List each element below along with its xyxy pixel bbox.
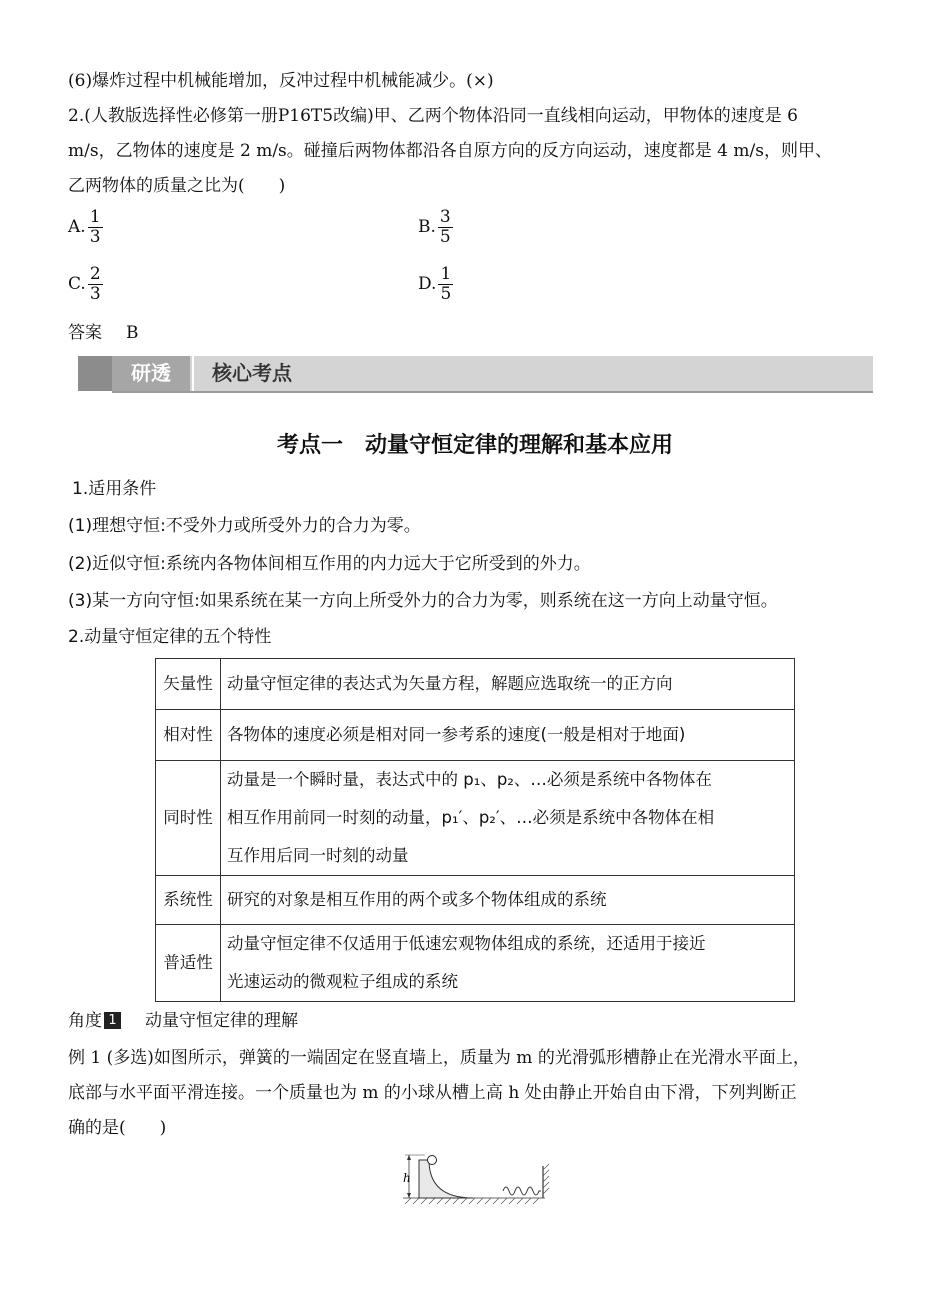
option-b [418, 208, 453, 247]
condition-1: (1)理想守恒:不受外力或所受外力的合力为零。 [68, 516, 421, 536]
feature-desc-line: 研究的对象是相互作用的两个或多个物体组成的系统 [227, 890, 607, 909]
table-row [156, 710, 795, 761]
section-banner [78, 354, 873, 394]
feature-desc [221, 925, 795, 1002]
height-label: h [403, 1171, 411, 1185]
angle-prefix: 角度 [68, 1011, 102, 1031]
option-c-label: C. [68, 274, 86, 294]
option-c-denominator: 3 [89, 284, 101, 304]
feature-desc-line: 动量守恒定律不仅适用于低速宏观物体组成的系统，还适用于接近 [227, 934, 706, 953]
height-arrow-down [407, 1193, 411, 1198]
feature-desc-line: 动量守恒定律的表达式为矢量方程，解题应选取统一的正方向 [227, 674, 673, 693]
option-d-fraction [438, 265, 453, 304]
option-b-numerator: 3 [439, 207, 451, 227]
question-2-line-3: 乙两物体的质量之比为( ) [68, 176, 286, 196]
option-c-fraction [88, 265, 103, 304]
option-d [418, 265, 453, 304]
feature-key: 普适性 [156, 925, 221, 1002]
feature-key: 相对性 [156, 710, 221, 761]
feature-desc-line: 动量是一个瞬时量，表达式中的 p₁、p₂、…必须是系统中各物体在 [227, 770, 712, 789]
answer-value: B [126, 323, 139, 343]
banner-separator [192, 356, 194, 391]
angle-heading [68, 1010, 298, 1032]
feature-desc [221, 659, 795, 710]
section-title: 考点一 动量守恒定律的理解和基本应用 [276, 433, 673, 458]
table-row [156, 876, 795, 925]
answer-label: 答案 [68, 323, 102, 343]
feature-key: 系统性 [156, 876, 221, 925]
banner-title: 核心考点 [212, 361, 292, 385]
feature-desc [221, 876, 795, 925]
option-d-numerator: 1 [440, 264, 452, 284]
angle-number-badge: 1 [104, 1012, 121, 1029]
statement-6: (6)爆炸过程中机械能增加，反冲过程中机械能减少。(×) [68, 71, 494, 91]
option-a-denominator: 3 [89, 227, 101, 247]
feature-desc-line: 互作用后同一时刻的动量 [227, 846, 409, 865]
groove-spring-figure [395, 1148, 560, 1210]
ball [428, 1156, 437, 1165]
feature-desc-line: 相互作用前同一时刻的动量，p₁′、p₂′、…必须是系统中各物体在相 [227, 808, 715, 827]
option-a-label: A. [68, 217, 86, 237]
feature-key: 同时性 [156, 761, 221, 876]
feature-desc [221, 761, 795, 876]
banner-underline [112, 391, 873, 393]
feature-desc-line: 各物体的速度必须是相对同一参考系的速度(一般是相对于地面) [227, 725, 686, 744]
arc-groove [419, 1160, 473, 1198]
question-2-line-2: m/s，乙物体的速度是 2 m/s。碰撞后两物体都沿各自原方向的反方向运动，速度都是 4 m/s，则甲、 [68, 141, 832, 161]
option-a [68, 208, 103, 247]
ground-hatch [405, 1198, 539, 1204]
option-d-denominator: 5 [440, 284, 452, 304]
feature-desc-line: 光速运动的微观粒子组成的系统 [227, 972, 458, 991]
answer [68, 322, 139, 344]
table-row [156, 925, 795, 1002]
feature-desc [221, 710, 795, 761]
conditions-heading: 1.适用条件 [72, 479, 157, 499]
example-line-1: 例 1 (多选)如图所示，弹簧的一端固定在竖直墙上，质量为 m 的光滑弧形槽静止在光滑水平面上， [68, 1048, 810, 1068]
condition-2: (2)近似守恒:系统内各物体间相互作用的内力远大于它所受到的外力。 [68, 554, 591, 574]
option-a-fraction [88, 208, 103, 247]
option-b-denominator: 5 [439, 227, 451, 247]
angle-title: 动量守恒定律的理解 [145, 1011, 298, 1031]
condition-3: (3)某一方向守恒:如果系统在某一方向上所受外力的合力为零，则系统在这一方向上动量守恒。 [68, 591, 778, 611]
option-c [68, 265, 103, 304]
option-c-numerator: 2 [89, 264, 101, 284]
height-arrow-up [407, 1155, 411, 1160]
features-table [155, 658, 795, 1002]
option-b-label: B. [418, 217, 436, 237]
table-row [156, 659, 795, 710]
features-heading: 2.动量守恒定律的五个特性 [68, 627, 272, 647]
banner-tag: 研透 [112, 356, 190, 391]
question-2-line-1: 2.(人教版选择性必修第一册P16T5改编)甲、乙两个物体沿同一直线相向运动，甲物体的速度是 6 [68, 106, 798, 126]
spring [503, 1187, 541, 1195]
feature-key: 矢量性 [156, 659, 221, 710]
wall-hatch [543, 1164, 549, 1194]
option-d-label: D. [418, 274, 437, 294]
option-a-numerator: 1 [89, 207, 101, 227]
table-row [156, 761, 795, 876]
option-b-fraction [438, 208, 453, 247]
example-line-3: 确的是( ) [68, 1118, 167, 1138]
example-line-2: 底部与水平面平滑连接。一个质量也为 m 的小球从槽上高 h 处由静止开始自由下滑，下列判断正 [68, 1083, 797, 1103]
